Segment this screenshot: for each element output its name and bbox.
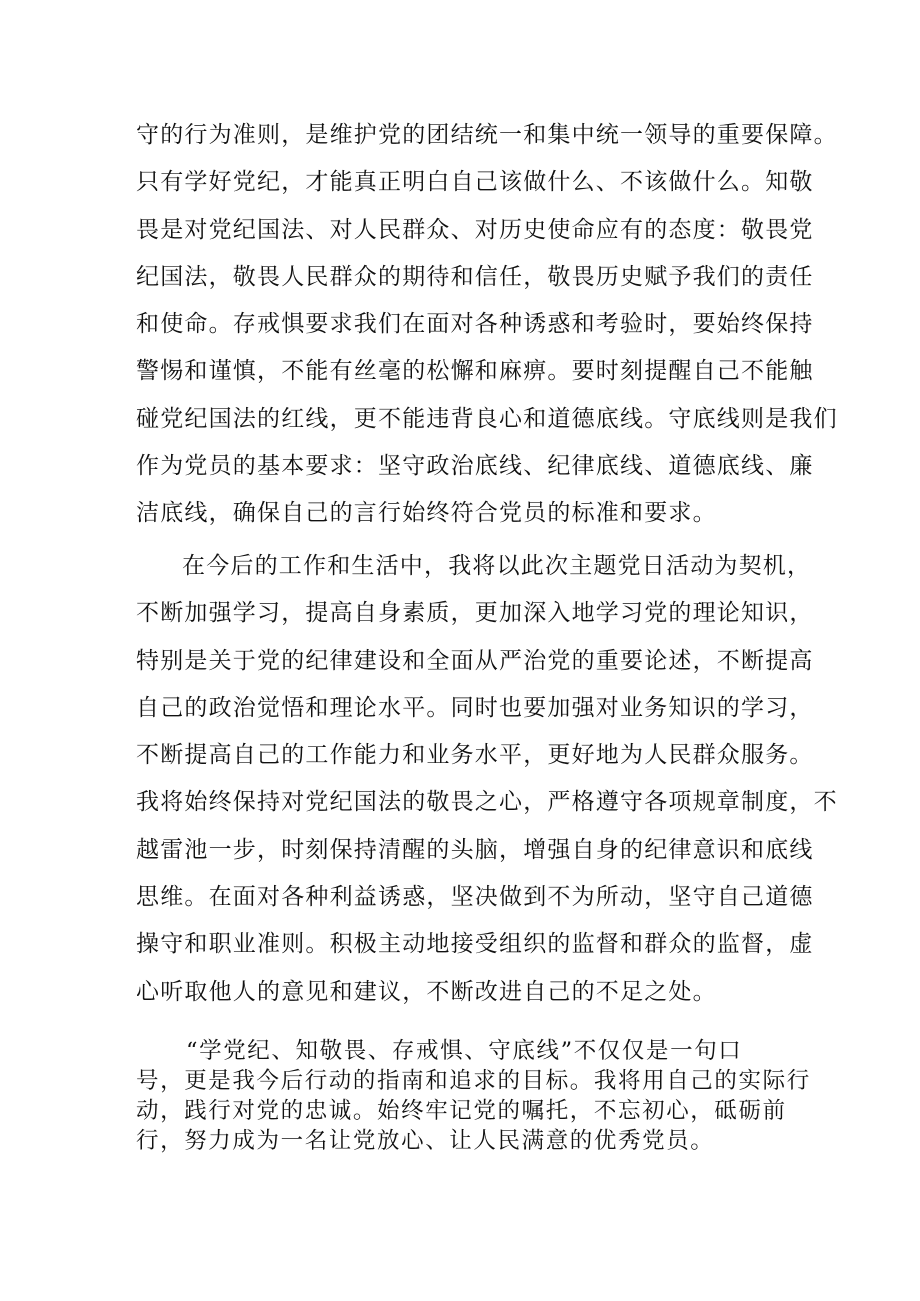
paragraph-conclusion — [136, 1036, 811, 1156]
text-line: 作为党员的基本要求：坚守政治底线、纪律底线、道德底线、廉 — [136, 453, 814, 480]
text-line: 和使命。存戒惧要求我们在面对各种诱惑和考验时，要始终保持 — [136, 311, 814, 338]
text-line: 特别是关于党的纪律建设和全面从严治党的重要论述，不断提高 — [136, 647, 814, 674]
text-line-first: 在今后的工作和生活中，我将以此次主题党日活动为契机， — [182, 553, 812, 579]
paragraph-party-discipline — [136, 112, 838, 538]
text-line: 碰党纪国法的红线，更不能违背良心和道德底线。守底线则是我们 — [136, 405, 838, 432]
text-line: 我将始终保持对党纪国法的敬畏之心，严格遵守各项规章制度，不 — [136, 789, 838, 816]
text-line: 畏是对党纪国法、对人民群众、对历史使命应有的态度：敬畏党 — [136, 216, 814, 243]
text-line: 号，更是我今后行动的指南和追求的目标。我将用自己的实际行 — [136, 1068, 811, 1094]
text-line: 只有学好党纪，才能真正明白自己该做什么、不该做什么。知敬 — [136, 169, 814, 196]
text-line: 警惕和谨慎，不能有丝毫的松懈和麻痹。要时刻提醒自己不能触 — [136, 358, 814, 385]
text-line: 不断加强学习，提高自身素质，更加深入地学习党的理论知识， — [136, 600, 814, 627]
text-line-first: “学党纪、知敬畏、存戒惧、守底线”不仅仅是一句口 — [186, 1038, 743, 1064]
text-line: 动，践行对党的忠诚。始终牢记党的嘱托，不忘初心，砥砺前 — [136, 1098, 787, 1124]
text-line: 守的行为准则，是维护党的团结统一和集中统一领导的重要保障。 — [136, 122, 838, 148]
text-line: 心听取他人的意见和建议，不断改进自己的不足之处。 — [136, 978, 717, 1005]
text-line: 自己的政治觉悟和理论水平。同时也要加强对业务知识的学习， — [136, 694, 814, 721]
paragraph-future-work — [136, 543, 838, 1016]
text-line: 不断提高自己的工作能力和业务水平，更好地为人民群众服务。 — [136, 742, 814, 769]
text-line: 洁底线，确保自己的言行始终符合党员的标准和要求。 — [136, 500, 717, 527]
text-line: 操守和职业准则。积极主动地接受组织的监督和群众的监督，虚 — [136, 931, 814, 958]
text-line: 纪国法，敬畏人民群众的期待和信任，敬畏历史赋予我们的责任 — [136, 263, 814, 290]
text-line: 越雷池一步，时刻保持清醒的头脑，增强自身的纪律意识和底线 — [136, 836, 814, 863]
text-line: 行，努力成为一名让党放心、让人民满意的优秀党员。 — [136, 1128, 715, 1154]
text-line: 思维。在面对各种利益诱惑，坚决做到不为所动，坚守自己道德 — [136, 884, 814, 911]
